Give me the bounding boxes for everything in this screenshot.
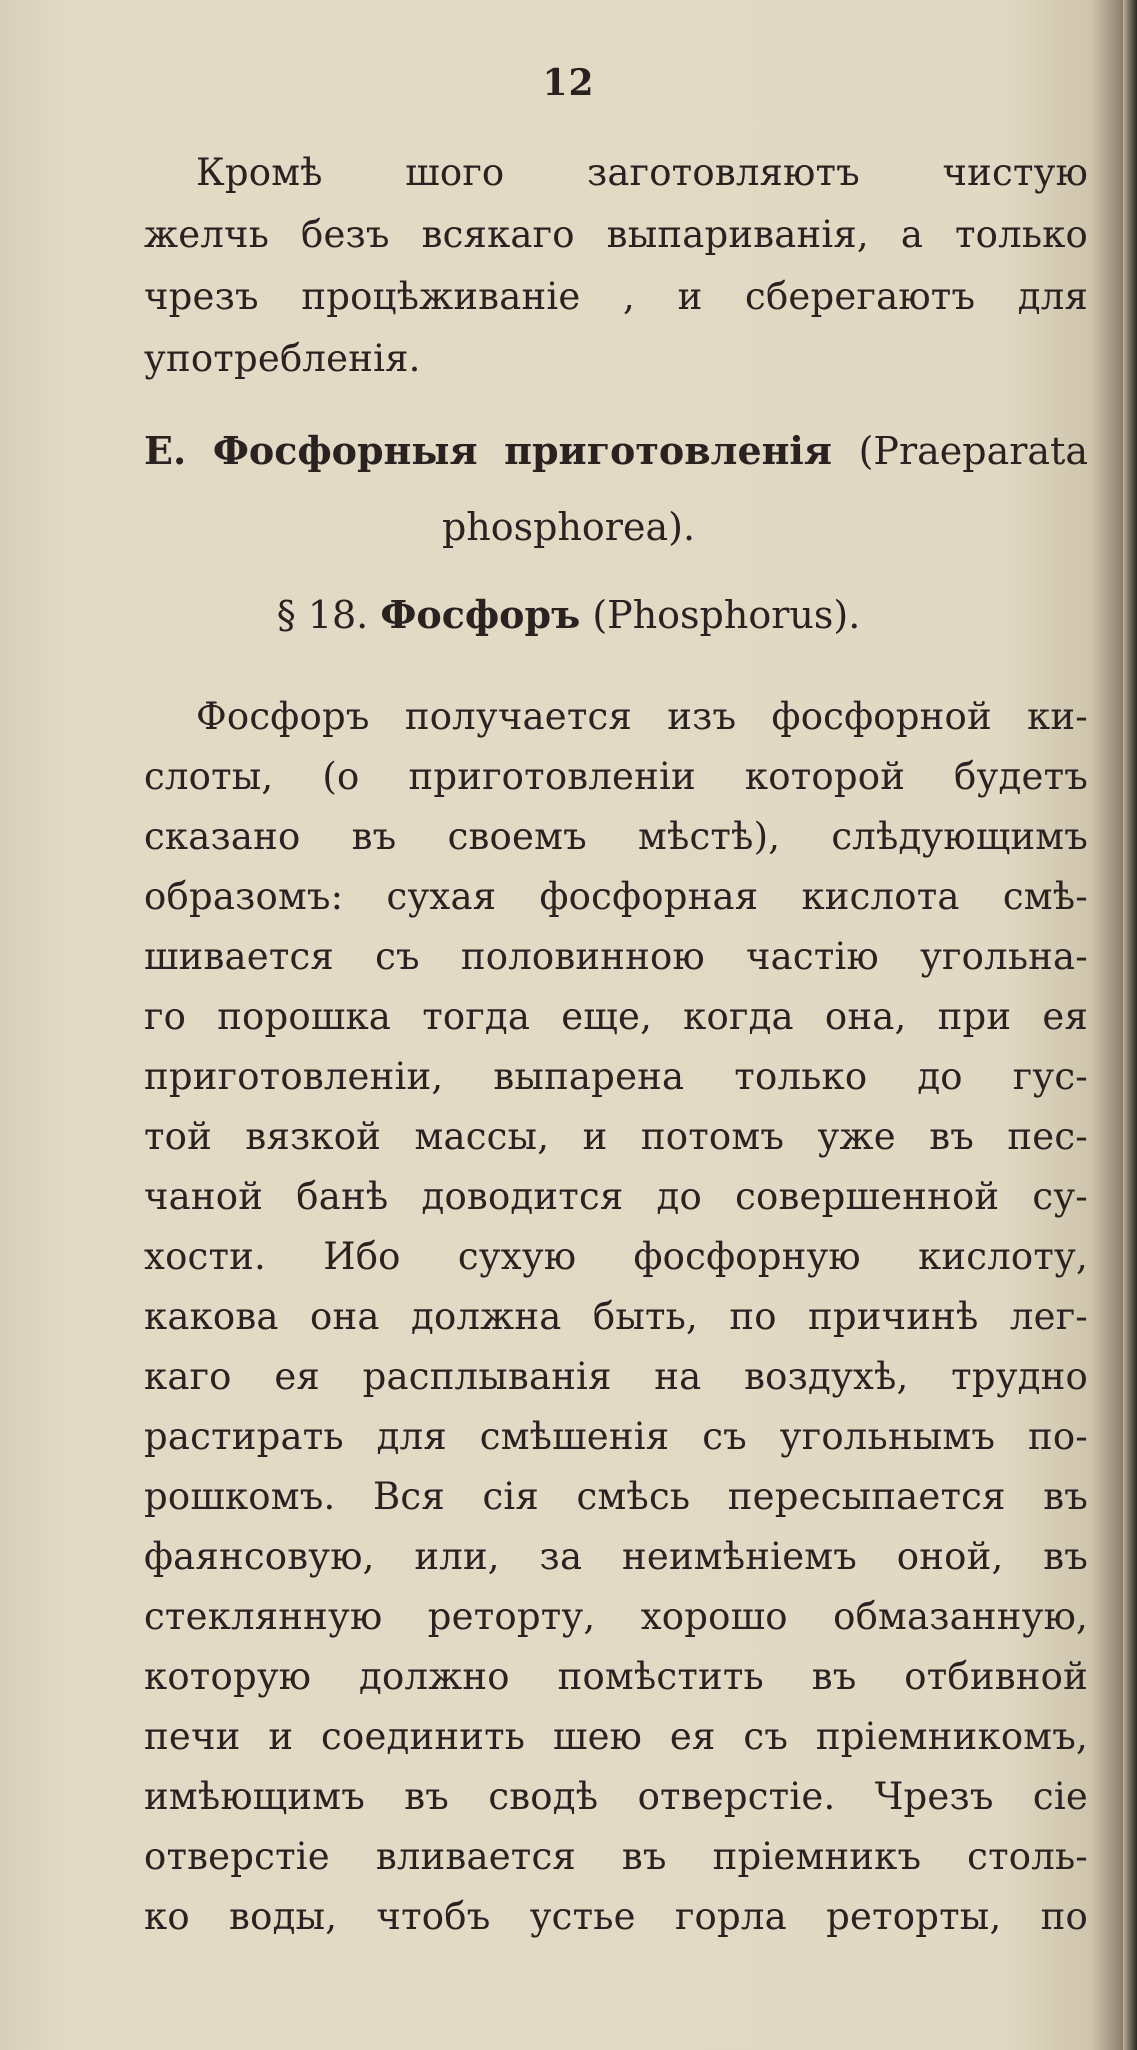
paragraph-2-line: той вязкой массы, и потомъ уже въ пес- <box>144 1115 1088 1158</box>
paragraph-2-line: растирать для смѣшенія съ угольнымъ по- <box>144 1415 1088 1458</box>
paragraph-2-line: Фосфоръ получается изъ фосфорной ки- <box>196 695 1088 738</box>
paragraph-2-line: рошкомъ. Вся сія смѣсь пересыпается въ <box>144 1475 1088 1518</box>
heading-title: Фосфорныя приготовленія <box>212 428 832 473</box>
page-binding-edge <box>1123 0 1137 2050</box>
paragraph-2-line: каго ея расплыванія на воздухѣ, трудно <box>144 1355 1088 1398</box>
paragraph-2-line: печи и соединить шею ея съ пріемникомъ, <box>144 1715 1088 1758</box>
paragraph-2-line: ко воды, чтобъ устье горла реторты, по <box>144 1895 1088 1938</box>
heading-latin-open: (Praeparata <box>858 429 1088 473</box>
paragraph-1-line: Кромѣ шого заготовляютъ чистую <box>196 151 1088 194</box>
paragraph-2-line: которую должно помѣстить въ отбивной <box>144 1655 1088 1698</box>
section-heading <box>144 428 1088 473</box>
paragraph-2-line: го порошка тогда еще, когда она, при ея <box>144 995 1088 1038</box>
paragraph-2-line: чаной банѣ доводится до совершенной су- <box>144 1175 1088 1218</box>
heading-latin-close: phosphorea). <box>441 505 696 549</box>
paragraph-2-line: какова она должна быть, по причинѣ лег- <box>144 1295 1088 1338</box>
paragraph-2-line: имѣющимъ въ сводѣ отверстіе. Чрезъ сіе <box>144 1775 1088 1818</box>
paragraph-2-line: слоты, (о приготовленіи которой будетъ <box>144 755 1088 798</box>
paragraph-2-line: стеклянную реторту, хорошо обмазанную, <box>144 1595 1088 1638</box>
page-number: 12 <box>542 62 595 104</box>
paragraph-2-line: отверстіе вливается въ пріемникъ столь- <box>144 1835 1088 1878</box>
paragraph-2-line: хости. Ибо сухую фосфорную кислоту, <box>144 1235 1088 1278</box>
heading-letter: E. <box>144 428 187 473</box>
paragraph-2-line: сказано въ своемъ мѣстѣ), слѣдующимъ <box>144 815 1088 858</box>
section-latin: (Phosphorus). <box>592 593 861 637</box>
paragraph-2-line: шивается съ половинною частію угольна- <box>144 935 1088 978</box>
paragraph-2-line: образомъ: сухая фосфорная кислота смѣ- <box>144 875 1088 918</box>
section-number: 18. <box>307 593 369 637</box>
section-mark: § <box>276 593 296 637</box>
paragraph-2-line: приготовленіи, выпарена только до гус- <box>144 1055 1088 1098</box>
paragraph-1-line: употребленія. <box>144 337 421 380</box>
paragraph-2-line: фаянсовую, или, за неимѣніемъ оной, въ <box>144 1535 1088 1578</box>
paragraph-1-line: чрезъ процѣживаніе , и сберегаютъ для <box>144 275 1088 318</box>
paragraph-1-line: желчь безъ всякаго выпариванія, а только <box>144 213 1088 256</box>
paragraph-section-title <box>0 592 1137 637</box>
section-title: Фосфоръ <box>380 592 581 637</box>
